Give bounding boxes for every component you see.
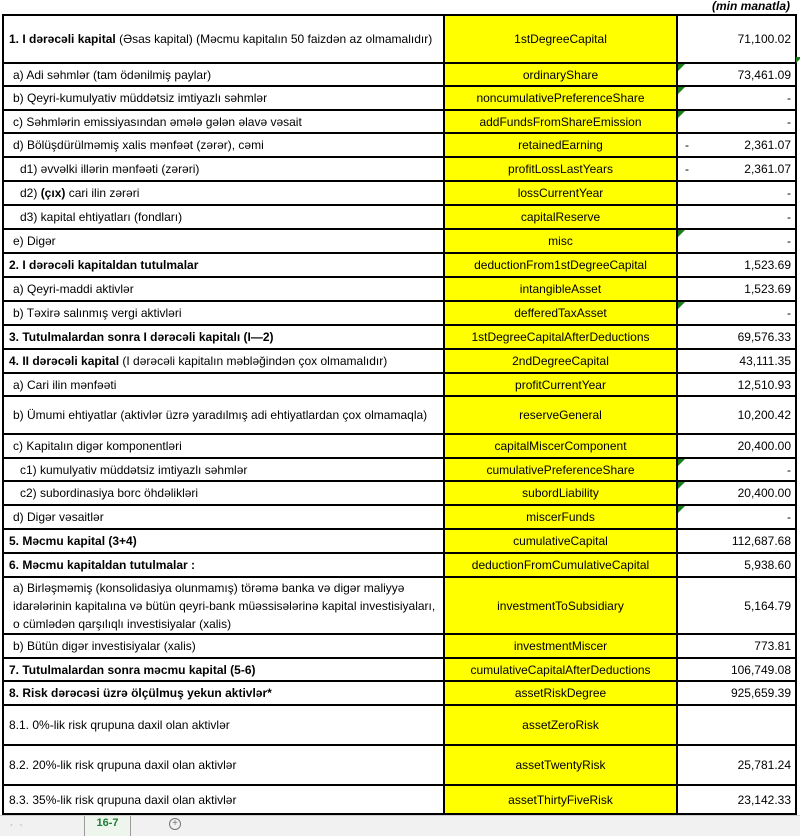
table-row (4, 786, 795, 813)
row-label-cell[interactable]: 5. Məcmu kapital (3+4) (4, 530, 445, 552)
row-value-cell[interactable]: - 2,361.07 (685, 138, 791, 152)
table-row (4, 64, 795, 87)
table-row (4, 230, 795, 254)
row-value-cell[interactable]: 773.81 (754, 639, 791, 653)
row-code-cell[interactable]: ordinaryShare (445, 64, 678, 85)
row-code-cell[interactable]: misc (445, 230, 678, 252)
cell-error-flag-icon (678, 302, 685, 309)
table-row (4, 459, 795, 482)
row-label-cell[interactable]: 7. Tutulmalardan sonra məcmu kapital (5-6) (4, 659, 445, 680)
row-code-cell[interactable]: 1stDegreeCapital (445, 16, 678, 62)
row-value-cell[interactable]: - (678, 302, 795, 324)
table-row (4, 278, 795, 302)
row-code-cell[interactable]: assetRiskDegree (445, 682, 678, 704)
row-value-cell[interactable] (678, 706, 795, 744)
row-label-cell[interactable]: 2. I dərəcəli kapitaldan tutulmalar (4, 254, 445, 276)
row-label-cell[interactable]: c1) kumulyativ müddətsiz imtiyazlı səhmlər (4, 459, 445, 480)
row-value-cell[interactable]: 20,400.00 (678, 482, 795, 504)
row-label-cell[interactable]: d) Bölüşdürülməmiş xalis mənfəət (zərər), cəmi (4, 134, 445, 156)
row-label-cell[interactable]: 3. Tutulmalardan sonra I dərəcəli kapitalı (I—2) (4, 326, 445, 348)
row-value-cell[interactable]: 73,461.09 (678, 64, 795, 85)
row-value-cell[interactable]: 106,749.08 (730, 662, 791, 677)
row-label-cell[interactable]: 6. Məcmu kapitaldan tutulmalar : (4, 554, 445, 576)
row-code-cell[interactable]: deductionFrom1stDegreeCapital (445, 254, 678, 276)
row-value-cell[interactable]: 10,200.42 (737, 408, 791, 422)
table-row (4, 111, 795, 134)
cell-error-flag-icon (678, 230, 685, 237)
row-code-cell[interactable]: investmentMiscer (445, 635, 678, 657)
row-code-cell[interactable]: profitLossLastYears (445, 158, 678, 180)
row-value-cell[interactable]: 5,938.60 (744, 558, 791, 572)
row-value-cell[interactable]: 25,781.24 (737, 758, 791, 772)
row-label-cell[interactable]: 8. Risk dərəcəsi üzrə ölçülmuş yekun aktivlər* (4, 682, 445, 704)
row-label-cell[interactable]: b) Qeyri-kumulyativ müddətsiz imtiyazlı səhmlər (4, 87, 445, 109)
row-code-cell[interactable]: 2ndDegreeCapital (445, 350, 678, 372)
row-code-cell[interactable]: reserveGeneral (445, 397, 678, 433)
row-code-cell[interactable]: assetZeroRisk (445, 706, 678, 744)
capital-table (2, 14, 797, 815)
row-value-cell[interactable]: 12,510.93 (737, 377, 791, 392)
row-label-cell[interactable]: e) Digər (4, 230, 445, 252)
row-label-cell[interactable]: 8.2. 20%-lik risk qrupuna daxil olan aktivlər (4, 746, 445, 784)
row-code-cell[interactable]: cumulativeCapital (445, 530, 678, 552)
row-code-cell[interactable]: profitCurrentYear (445, 374, 678, 395)
row-code-cell[interactable]: addFundsFromShareEmission (445, 111, 678, 132)
sheet-tab-bar (0, 815, 800, 836)
row-code-cell[interactable]: miscerFunds (445, 506, 678, 528)
row-value-cell[interactable]: - (678, 87, 795, 109)
row-label-cell[interactable]: d3) kapital ehtiyatları (fondları) (4, 206, 445, 228)
row-label-cell[interactable]: 4. II dərəcəli kapital (I dərəcəli kapitalın məbləğindən çox olmamalıdır) (4, 350, 445, 372)
table-row (4, 506, 795, 530)
table-row (4, 206, 795, 230)
row-value-cell[interactable]: - 2,361.07 (685, 162, 791, 176)
row-code-cell[interactable]: intangibleAsset (445, 278, 678, 300)
row-code-cell[interactable]: subordLiability (445, 482, 678, 504)
table-row (4, 302, 795, 326)
row-label-cell[interactable]: 1. I dərəcəli kapital (Əsas kapital) (Məcmu kapitalın 50 faizdən az olmamalıdır) (4, 16, 445, 62)
row-value-cell[interactable]: - (678, 459, 795, 480)
table-row (4, 635, 795, 659)
table-row (4, 182, 795, 206)
row-value-cell[interactable]: - (787, 210, 791, 224)
unit-note: (min manatla) (711, 0, 790, 13)
table-row (4, 87, 795, 111)
row-label-cell[interactable]: a) Birləşməmiş (konsolidasiya olunmamış) törəmə banka və digər maliyyə idarələrinin kapitalına və bütün qeyri-bank müəssisələrinə kapital investisiyaları, o cümlədən qarşılıqlı investisiyalar (xalis) (4, 578, 445, 633)
cell-error-flag-icon (678, 111, 685, 118)
table-row (4, 326, 795, 350)
row-value-cell[interactable]: 1,523.69 (744, 258, 791, 272)
row-value-cell[interactable]: 925,659.39 (730, 686, 791, 700)
table-row (4, 134, 795, 158)
row-label-cell[interactable]: d1) əvvəlki illərin mənfəəti (zərəri) (4, 158, 445, 180)
row-code-cell[interactable]: retainedEarning (445, 134, 678, 156)
row-label-cell[interactable]: a) Adi səhmlər (tam ödənilmiş paylar) (4, 64, 445, 85)
table-row (4, 16, 795, 64)
new-sheet-icon[interactable]: + (169, 818, 181, 830)
cell-error-flag-icon (678, 506, 685, 513)
row-label-cell[interactable]: 8.3. 35%-lik risk qrupuna daxil olan aktivlər (4, 786, 445, 813)
row-label-cell[interactable]: d2) (çıx) cari ilin zərəri (4, 182, 445, 204)
row-code-cell[interactable]: capitalReserve (445, 206, 678, 228)
table-row (4, 435, 795, 459)
cell-error-flag-icon (678, 482, 685, 489)
row-label-cell[interactable]: c) Səhmlərin emissiyasından əmələ gələn əlavə vəsait (4, 111, 445, 132)
table-row (4, 530, 795, 554)
row-code-cell[interactable]: lossCurrentYear (445, 182, 678, 204)
row-value-cell[interactable]: - (787, 186, 791, 200)
row-value-cell[interactable]: - (678, 111, 795, 132)
row-value-cell[interactable]: 69,576.33 (737, 330, 791, 344)
row-code-cell[interactable]: investmentToSubsidiary (445, 578, 678, 633)
row-code-cell[interactable]: deductionFromCumulativeCapital (445, 554, 678, 576)
row-code-cell[interactable]: defferedTaxAsset (445, 302, 678, 324)
cell-error-flag-icon (678, 64, 685, 71)
row-value-cell[interactable]: 112,687.68 (731, 534, 791, 548)
row-label-cell[interactable]: 8.1. 0%-lik risk qrupuna daxil olan aktivlər (4, 706, 445, 744)
row-label-cell[interactable]: b) Təxirə salınmış vergi aktivləri (4, 302, 445, 324)
table-row (4, 706, 795, 746)
tab-navigation-partial[interactable]: ‹ › (10, 820, 25, 826)
table-row (4, 397, 795, 435)
spill-cell-flag-icon (796, 57, 800, 63)
table-row (4, 350, 795, 374)
row-label-cell[interactable]: c2) subordinasiya borc öhdəlikləri (4, 482, 445, 504)
row-code-cell[interactable]: noncumulativePreferenceShare (445, 87, 678, 109)
table-row (4, 682, 795, 706)
row-value-cell[interactable]: 1,523.69 (744, 282, 791, 296)
row-value-cell[interactable]: 5,164.79 (744, 598, 791, 613)
row-value-cell[interactable]: - (678, 506, 795, 528)
row-value-cell[interactable]: 20,400.00 (737, 439, 791, 453)
table-row (4, 659, 795, 682)
table-row (4, 158, 795, 182)
row-code-cell[interactable]: cumulativeCapitalAfterDeductions (445, 659, 678, 680)
row-code-cell[interactable]: assetThirtyFiveRisk (445, 786, 678, 813)
table-row (4, 254, 795, 278)
cell-error-flag-icon (678, 87, 685, 94)
table-row (4, 578, 795, 635)
table-row (4, 746, 795, 786)
row-code-cell[interactable]: cumulativePreferenceShare (445, 459, 678, 480)
row-code-cell[interactable]: 1stDegreeCapitalAfterDeductions (445, 326, 678, 348)
sheet-tab-active[interactable]: 16-7 (84, 816, 131, 836)
table-row (4, 374, 795, 397)
row-label-cell[interactable]: d) Digər vəsaitlər (4, 506, 445, 528)
row-label-cell[interactable]: a) Qeyri-maddi aktivlər (4, 278, 445, 300)
row-label-cell[interactable]: c) Kapitalın digər komponentləri (4, 435, 445, 457)
row-value-cell[interactable]: 43,111.35 (739, 354, 791, 368)
row-label-cell[interactable]: b) Bütün digər investisiyalar (xalis) (4, 635, 445, 657)
table-row (4, 482, 795, 506)
cell-error-flag-icon (678, 459, 685, 466)
row-label-cell[interactable]: a) Cari ilin mənfəəti (4, 374, 445, 395)
row-value-cell[interactable]: 23,142.33 (737, 792, 791, 807)
row-label-cell[interactable]: b) Ümumi ehtiyatlar (aktivlər üzrə yaradılmış adi ehtiyatlardan çox olmamaqla) (4, 397, 445, 433)
row-code-cell[interactable]: capitalMiscerComponent (445, 435, 678, 457)
row-code-cell[interactable]: assetTwentyRisk (445, 746, 678, 784)
row-value-cell[interactable]: - (678, 230, 795, 252)
row-value-cell[interactable]: 71,100.02 (737, 32, 791, 46)
table-row (4, 554, 795, 578)
